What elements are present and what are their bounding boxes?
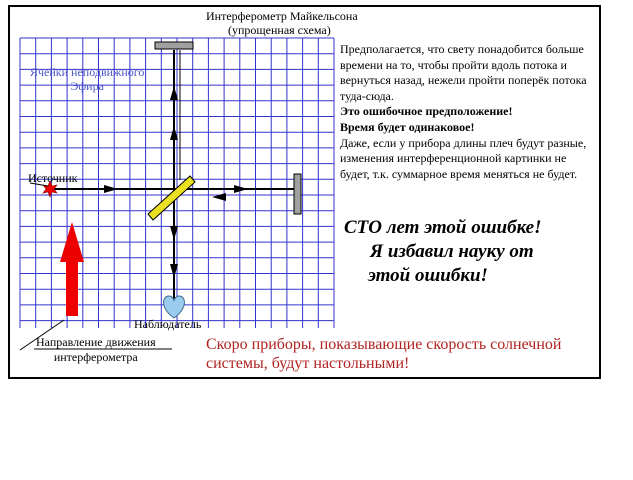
ether-cells-label [30, 65, 144, 94]
top-mirror [155, 42, 193, 49]
motion-direction-arrow-icon [60, 222, 84, 316]
arrow-return-left [212, 193, 226, 201]
slogan-line-1: СТО лет этой ошибке! [344, 217, 542, 238]
motion-direction-label [36, 335, 156, 365]
diagram-title: Интерферометр Майкельсона [206, 9, 358, 23]
slogan-line-3: этой ошибки! [368, 264, 488, 286]
slogan [344, 216, 541, 287]
arrow-source-right [104, 185, 118, 193]
explanation-text [340, 42, 590, 182]
arrow-to-mirror-right [234, 185, 248, 193]
beam-arrows [104, 86, 248, 278]
explanation-claim-1: Это ошибочное предположение! [340, 104, 513, 119]
ether-cells-label-line2: Эфира [70, 79, 104, 94]
ether-cells-label-line1: Ячейки неподвижного [30, 65, 145, 79]
observer-detector-icon [164, 296, 185, 318]
explanation-paragraph-1: Предполагается, что свету понадобится больше времени на то, чтобы пройти вдоль потока и вернуться назад, нежели пройти поперёк потока туда-сюда. [340, 42, 587, 103]
beam-splitter [148, 176, 195, 220]
diagram-subtitle: (упрощенная схема) [228, 23, 331, 37]
explanation-claim-2: Время будет одинаковое! [340, 119, 475, 134]
source-label: Источник [28, 171, 78, 185]
motion-direction-label-line1: Направление движения [36, 335, 156, 349]
observer-label: Наблюдатель [134, 317, 202, 331]
slogan-line-2: Я избавил науку от [370, 240, 534, 262]
motion-direction-label-line2: интерферометра [53, 350, 138, 364]
right-mirror [294, 174, 301, 214]
explanation-paragraph-2: Даже, если у прибора длины плеч будут разные, изменения интерференционной картинки не будет, т.к. суммарное время меняться не будет. [340, 135, 587, 181]
prediction-text: Скоро приборы, показывающие скорость солнечной системы, будут настольными! [206, 336, 562, 373]
